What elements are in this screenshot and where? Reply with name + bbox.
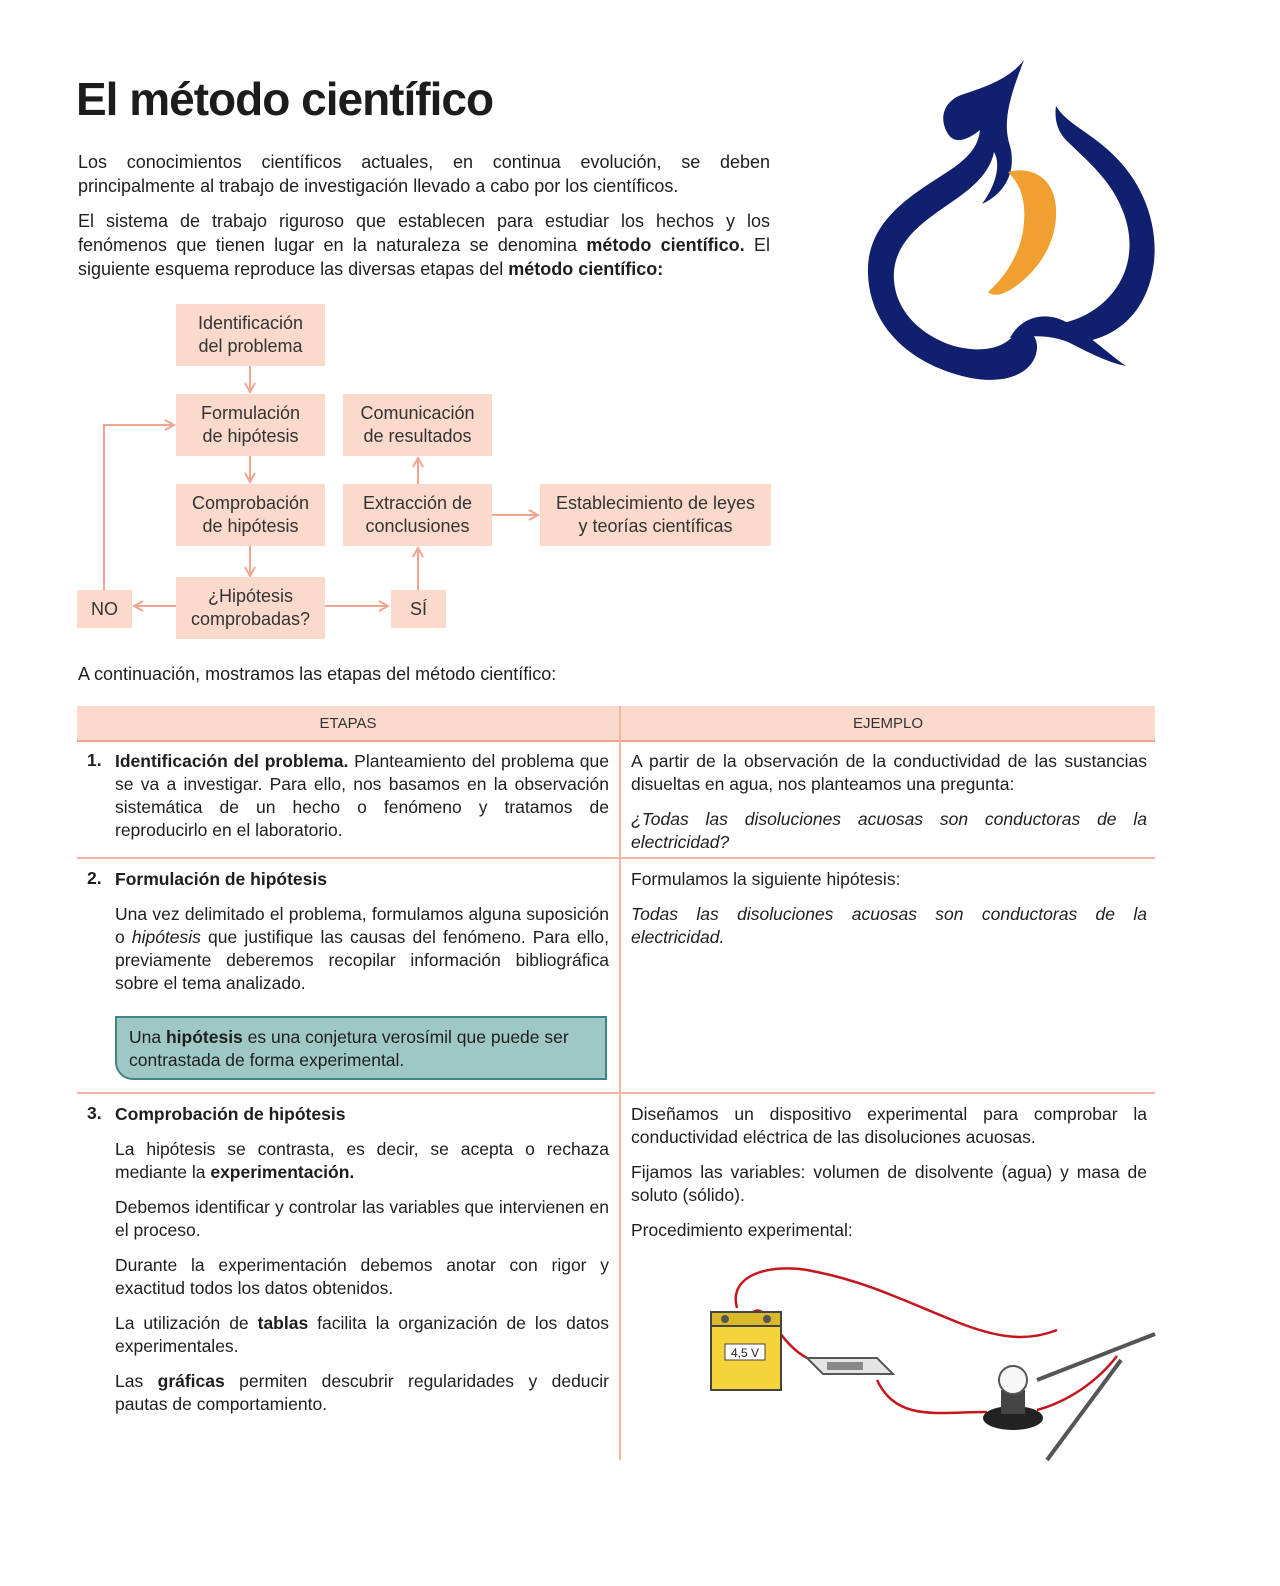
row-number: 1. — [87, 750, 102, 770]
row1-example: A partir de la observación de la conductividad de las sustancias disueltas en agua, nos planteamos una pregunta: ¿Todas las disoluciones acuosas son conductoras de la electricidad? — [631, 751, 1147, 852]
continuation-text: A continuación, mostramos las etapas del método científico: — [78, 664, 557, 684]
row-divider — [77, 1092, 1155, 1094]
switch-icon — [807, 1358, 893, 1374]
header-etapas: ETAPAS — [77, 706, 619, 742]
battery-icon — [711, 1312, 781, 1390]
page-title: El método científico — [76, 73, 494, 125]
intro-paragraph-2: El sistema de trabajo riguroso que establecen para estudiar los hechos y los fenómenos que tienen lugar en la naturaleza se denomina método científico. El siguiente esquema reproduce las diversas etapas del método científico: — [78, 211, 770, 279]
bulb-icon — [983, 1366, 1043, 1430]
flow-comprobacion: Comprobación de hipótesis — [176, 484, 325, 546]
flow-formulacion: Formulación de hipótesis — [176, 394, 325, 456]
row2-stage: Formulación de hipótesis Una vez delimitado el problema, formulamos alguna suposición o hipótesis que justifique las causas del fenómeno. Para ello, previamente deberemos recopilar información bibliográfica sobre el tema analizado. — [115, 869, 609, 993]
flow-si: SÍ — [391, 590, 446, 628]
intro-paragraph-1: Los conocimientos científicos actuales, en continua evolución, se deben principalmente al trabajo de investigación llevado a cabo por los científicos. — [78, 152, 770, 196]
row3-example: Diseñamos un dispositivo experimental para comprobar la conductividad eléctrica de las disoluciones acuosas. Fijamos las variables: volumen de disolvente (agua) y masa de soluto (sólido). Procedimiento experimental: — [631, 1104, 1147, 1240]
column-divider — [619, 706, 621, 1460]
circuit-illustration — [697, 1262, 1157, 1462]
flame-logo-icon — [860, 56, 1160, 384]
row3-stage: Comprobación de hipótesis La hipótesis se contrasta, es decir, se acepta o rechaza mediante la experimentación. Debemos identificar y controlar las variables que intervienen en el proceso. Durante la experimentación debemos anotar con rigor y exactitud todos los datos obtenidos. La utilización de tablas facilita la organización de los datos experimentales. Las gráficas permiten descubrir regularidades y deducir pautas de comportamiento. — [115, 1104, 610, 1414]
row1-stage: Identificación del problema. Planteamiento del problema que se va a investigar. Para ello, nos basamos en la observación sistemática de un hecho o fenómeno y tratamos de reproducirlo en el laboratorio. — [115, 751, 609, 840]
flow-comunicacion: Comunicación de resultados — [343, 394, 492, 456]
flow-pregunta: ¿Hipótesis comprobadas? — [176, 577, 325, 639]
row-number: 3. — [87, 1103, 102, 1123]
flow-extraccion: Extracción de conclusiones — [343, 484, 492, 546]
hypothesis-definition-box: Una hipótesis es una conjetura verosímil que puede ser contrastada de forma experimental. — [115, 1016, 607, 1080]
flow-identificacion: Identificación del problema — [176, 304, 325, 366]
battery-label: 4,5 V — [730, 1346, 760, 1360]
row2-example: Formulamos la siguiente hipótesis: Todas las disoluciones acuosas son conductoras de la electricidad. — [631, 869, 1147, 947]
stages-table — [77, 706, 1155, 1460]
header-ejemplo: EJEMPLO — [621, 706, 1155, 742]
flow-establecimiento: Establecimiento de leyes y teorías científicas — [540, 484, 771, 546]
row-divider — [77, 857, 1155, 859]
row-number: 2. — [87, 868, 102, 888]
flow-no: NO — [77, 590, 132, 628]
